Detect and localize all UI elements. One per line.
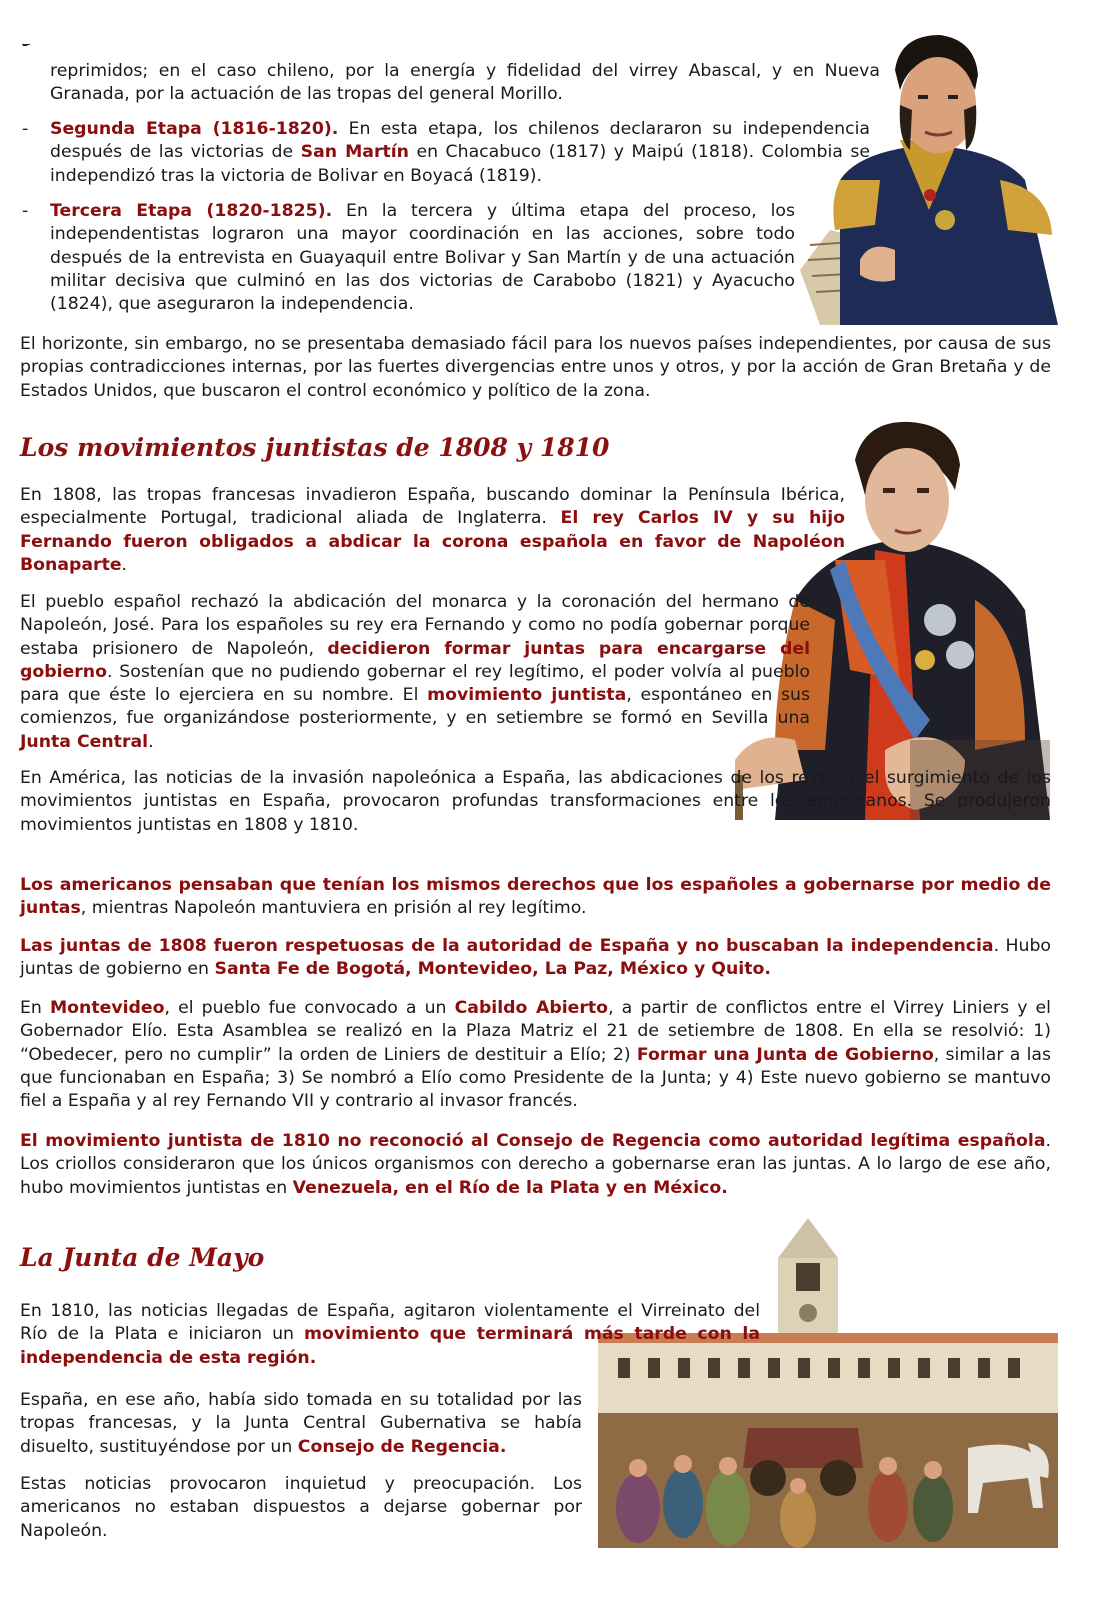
fragment-text: reprimidos; en el caso chileno, por la energía y fidelidad del virrey Abascal, y en Nueva Granada, por la actuación de las tropas del general Morillo. — [50, 61, 880, 105]
juntistas-p7-regions: Venezuela, en el Río de la Plata y en México. — [292, 1177, 728, 1198]
tercera-etapa-paragraph — [50, 200, 795, 316]
junta-gobierno-highlight: Formar una Junta de Gobierno — [636, 1044, 934, 1065]
mayo-p3-text: Estas noticias provocaron inquietud y preocupación. Los americanos no estaban dispuestos a dejarse gobernar por Napoleón. — [20, 1474, 582, 1541]
juntistas-p2-text-2: . Sostenían que no pudiendo gobernar el rey legítimo, el poder volvía al pueblo para que éste lo ejerciera en su nombre. El — [20, 661, 810, 706]
tercera-text: En la tercera y última etapa del proceso, los independentistas lograron una mayor coordinación en las acciones, sobre todo después de la entrevista en Guayaquil entre Bolivar y San Martín y de una actuación militar decisiva que culminó en las dos victorias de Carabobo (1821) y Ayacucho (1824), que aseguraron la independencia. — [50, 201, 795, 315]
list-dash: - — [22, 35, 29, 55]
juntistas-paragraph-2 — [20, 591, 810, 754]
junta-mayo-heading: La Junta de Mayo — [20, 1243, 265, 1272]
juntistas-p5-cities: Santa Fe de Bogotá, Montevideo, La Paz, México y Quito. — [214, 959, 771, 980]
juntistas-paragraph-4 — [20, 874, 1051, 921]
juntistas-p2-text-3: , espontáneo en sus comienzos, fue organizándose posteriormente, y en setiembre se formó en Sevilla una — [20, 685, 811, 729]
juntistas-paragraph-6 — [20, 997, 1051, 1113]
cabildo-abierto-highlight: Cabildo Abierto — [454, 998, 609, 1018]
tercera-etapa-label: Tercera Etapa (1820-1825). — [50, 201, 333, 221]
juntistas-p6-text-1: En — [20, 998, 50, 1018]
juntistas-p1-highlight: El rey Carlos IV y su hijo Fernando fueron obligados a abdicar la corona española en favor de Napoléon Bonaparte — [20, 508, 845, 575]
fragment-paragraph — [50, 60, 880, 107]
juntistas-p6-text-3: , a partir de conflictos entre el Virrey Liniers y el Gobernador Elío. Esta Asamblea se realizó en la Plaza Matriz el 21 de setiembre de 1808. En ella se resolvió: 1) “Obedecer, pero no cumplir” la orden de Liniers de destituir a Elío; 2) — [20, 998, 1051, 1065]
mayo-p1-text: En 1810, las noticias llegadas de España, agitaron violentamente el Virreinato del Río de la Plata e iniciaron un — [20, 1301, 760, 1345]
mayo-paragraph-1 — [20, 1300, 760, 1370]
horizonte-text: El horizonte, sin embargo, no se presentaba demasiado fácil para los nuevos países independientes, por causa de sus propias contradicciones internas, por las fuertes divergencias entre unos y otros, y por la acción de Gran Bretaña y de Estados Unidos, que buscaron el control económico y político de la zona. — [20, 334, 1051, 401]
segunda-etapa-label: Segunda Etapa (1816-1820). — [50, 119, 339, 139]
juntistas-heading: Los movimientos juntistas de 1808 y 1810 — [20, 433, 610, 462]
juntistas-p2-highlight-2: movimiento juntista — [427, 685, 627, 706]
juntistas-p4-highlight: Los americanos pensaban que tenían los mismos derechos que los españoles a gobernarse por medio de juntas — [20, 875, 1051, 919]
horizonte-paragraph — [20, 333, 1051, 403]
juntistas-p3-text: En América, las noticias de la invasión napoleónica a España, las abdicaciones de los reyes y el surgimiento de los movimientos juntistas en España, provocaron profundas transformaciones entre los americanos. Se produjeron movimientos juntistas en 1808 y 1810. — [20, 768, 1051, 835]
juntistas-paragraph-1 — [20, 484, 845, 577]
juntistas-p6-text-2: , el pueblo fue convocado a un — [164, 998, 455, 1018]
juntistas-p1-text-1: En 1808, las tropas francesas invadieron España, buscando dominar la Península Ibérica, especialmente Portugal, tradicional aliada de Inglaterra. — [20, 485, 845, 529]
juntistas-p1-text-2: . — [121, 554, 128, 575]
list-dash: - — [22, 119, 29, 139]
mayo-p1-highlight: movimiento que terminará más tarde con la independencia de esta región. — [20, 1324, 760, 1368]
juntistas-p6-text-4: , similar a las que funcionaban en España; 3) Se nombró a Elío como Presidente de la Junta; y 4) Este nuevo gobierno se mantuvo fiel a España y al rey Fernando VII y contrario al invasor francés. — [20, 1044, 1051, 1112]
consejo-regencia-highlight: Consejo de Regencia. — [297, 1436, 507, 1457]
juntistas-p2-text-4: . — [148, 731, 154, 752]
juntistas-p5-highlight: Las juntas de 1808 fueron respetuosas de la autoridad de España y no buscaban la independencia — [20, 936, 994, 956]
montevideo-highlight: Montevideo — [49, 998, 165, 1018]
juntistas-paragraph-7 — [20, 1130, 1051, 1200]
mayo-p2-text: España, en ese año, había sido tomada en su totalidad por las tropas francesas, y la Junta Central Gubernativa se había disuelto, sustituyéndose por un — [20, 1390, 582, 1457]
juntistas-p2-text-1: El pueblo español rechazó la abdicación del monarca y la coronación del hermano de Napoleón, José. Para los españoles su rey era Fernando y como no podía gobernar porque estaba prisionero de Napoleón, — [20, 592, 810, 659]
juntistas-p4-text: , mientras Napoleón mantuviera en prisión al rey legítimo. — [80, 898, 587, 919]
segunda-text-2: en Chacabuco (1817) y Maipú (1818). Colombia se independizó tras la victoria de Bolivar en Boyacá (1819). — [50, 142, 870, 186]
painting-cabildo-scene — [598, 1218, 1058, 1548]
juntistas-paragraph-3 — [20, 767, 1051, 837]
juntistas-p2-highlight-3: Junta Central — [20, 731, 149, 752]
segunda-text-1: En esta etapa, los chilenos declararon su independencia después de las victorias de — [50, 119, 870, 163]
mayo-paragraph-2 — [20, 1389, 582, 1459]
mayo-paragraph-3 — [20, 1473, 582, 1543]
list-dash: - — [22, 201, 29, 221]
juntistas-p7-text: . Los criollos consideraron que los únicos organismos con derecho a gobernarse eran las juntas. A lo largo de ese año, hubo movimientos juntistas en — [20, 1131, 1051, 1198]
juntistas-p7-highlight: El movimiento juntista de 1810 no reconoció al Consejo de Regencia como autoridad legítima española — [20, 1131, 1046, 1151]
san-martin-highlight: San Martín — [300, 142, 409, 163]
juntistas-p2-highlight-1: decidieron formar juntas para encargarse del gobierno — [20, 638, 810, 682]
juntistas-paragraph-5 — [20, 935, 1051, 982]
segunda-etapa-paragraph — [50, 118, 870, 188]
juntistas-p5-text: . Hubo juntas de gobierno en — [20, 936, 1051, 980]
